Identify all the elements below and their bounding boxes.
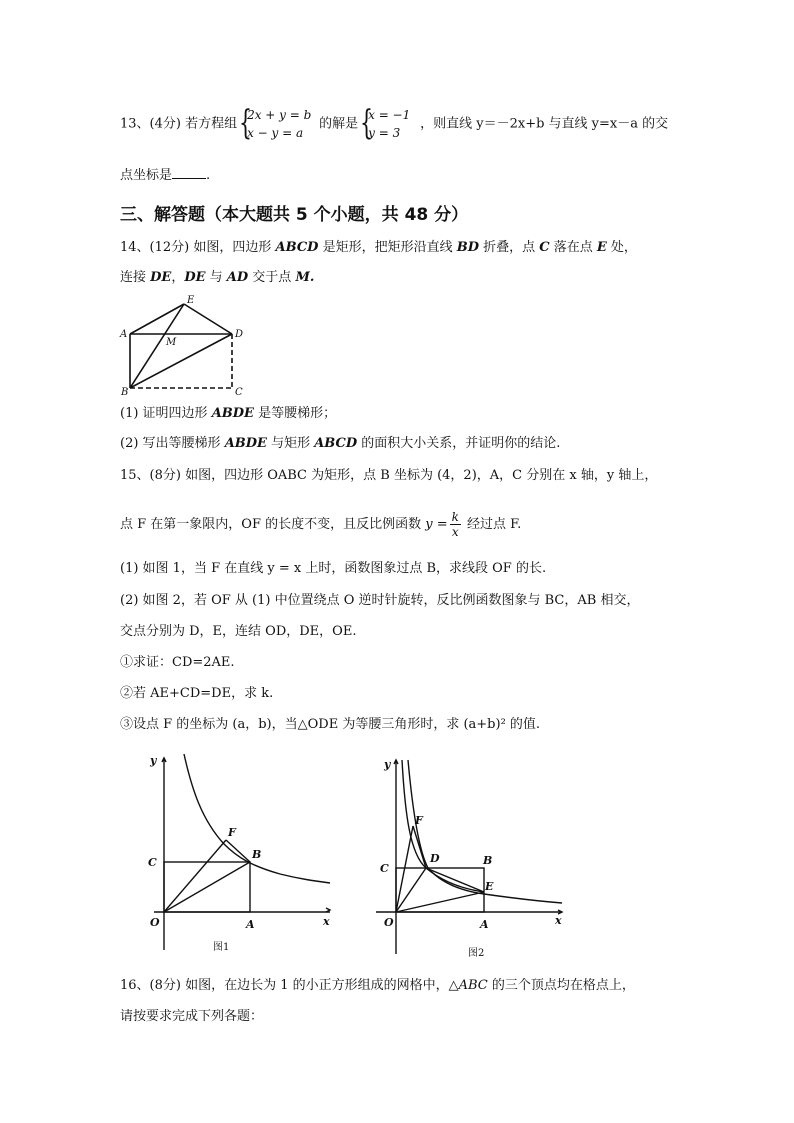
q15-figure-1 xyxy=(140,750,340,960)
label-C: C xyxy=(380,862,389,875)
q14-t12: ， xyxy=(171,270,185,285)
q13-prefix: 13、(4分) 若方程组 xyxy=(120,116,238,132)
q13-line2 xyxy=(120,166,210,185)
q14-t2: ABCD xyxy=(275,240,319,255)
q15-item1: ①求证：CD=2AE. xyxy=(120,655,235,670)
q15-line1: 15、(8分) 如图，四边形 OABC 为矩形，点 B 坐标为 (4，2)，A，C 分别在 x 轴，y 轴上， xyxy=(120,468,658,483)
q14-t5: 折叠，点 xyxy=(478,240,540,255)
label-F: F xyxy=(415,814,423,827)
q14-line2 xyxy=(120,269,314,287)
segment-ED xyxy=(184,304,232,334)
q15-sub1: (1) 如图 1，当 F 在直线 y = x 上时，函数图象过点 B，求线段 OF 的长. xyxy=(120,561,547,576)
q15-item2: ②若 AE+CD=DE，求 k. xyxy=(120,686,274,701)
q14-s2e: 的面积大小关系，并证明你的结论. xyxy=(357,436,561,451)
label-C: C xyxy=(148,856,157,869)
label-D: D xyxy=(430,852,440,865)
q14-line1 xyxy=(120,239,637,257)
label-A: A xyxy=(480,918,489,931)
q15-item3: ③设点 F 的坐标为 (a，b)，当△ODE 为等腰三角形时，求 (a+b)² 的值. xyxy=(120,717,541,732)
label-y: y xyxy=(384,758,391,771)
label-y: y xyxy=(150,754,157,767)
q14-t6: C xyxy=(539,240,550,255)
label-A: A xyxy=(120,329,128,340)
caption-fig2: 图2 xyxy=(468,948,485,959)
q14-t8: E xyxy=(596,240,607,255)
q14-t1: 14、(12分) 如图，四边形 xyxy=(120,240,276,255)
q14-t14: 与 xyxy=(205,270,227,285)
q14-s1b: ABDE xyxy=(211,406,254,421)
q14-s2c: 与矩形 xyxy=(266,436,315,451)
section-title: 三、解答题（本大题共 5 个小题，共 48 分） xyxy=(120,205,469,225)
q14-t15: AD xyxy=(226,270,249,285)
q14-t10: 连接 xyxy=(120,270,151,285)
label-x: x xyxy=(555,914,562,927)
q14-t16: 交于点 xyxy=(248,270,296,285)
fraction-k-over-x xyxy=(450,510,461,539)
segment-FB xyxy=(226,840,250,862)
segment-AE xyxy=(130,304,184,334)
label-O: O xyxy=(384,916,394,929)
segment-BD xyxy=(130,334,232,388)
segment-OB xyxy=(164,862,250,912)
q15-figure-2 xyxy=(372,754,572,964)
q14-figure xyxy=(118,294,248,398)
q15-l2a: 点 F 在第一象限内，OF 的长度不变，且反比例函数 xyxy=(120,517,426,532)
q13-sol2: y = 3 xyxy=(368,126,401,140)
q14-s2b: ABDE xyxy=(224,436,267,451)
label-C: C xyxy=(235,387,243,398)
label-O: O xyxy=(150,916,160,929)
label-x: x xyxy=(323,915,330,928)
segment-FD xyxy=(413,826,426,868)
label-B: B xyxy=(483,854,493,867)
label-E: E xyxy=(485,880,494,893)
q13-line2-text: 点坐标是 xyxy=(120,168,173,183)
q16-line2: 请按要求完成下列各题： xyxy=(120,1009,264,1024)
q14-sub1 xyxy=(120,405,336,423)
label-E: E xyxy=(187,295,195,306)
q14-t3: 是矩形，把矩形沿直线 xyxy=(318,240,457,255)
q14-s2d: ABCD xyxy=(314,436,358,451)
q13-suffix: ，则直线 y＝－2x+b 与直线 y=x－a 的交 xyxy=(420,116,669,132)
q14-s2a: (2) 写出等腰梯形 xyxy=(120,436,225,451)
caption-fig1: 图1 xyxy=(213,942,230,953)
q14-t17: M. xyxy=(295,270,315,285)
q13-line2-end: . xyxy=(206,168,211,183)
label-B: B xyxy=(252,848,262,861)
frac-num: k xyxy=(451,510,459,524)
q13-system-solution: { x = −1 y = 3 xyxy=(360,106,418,142)
q14-t4: BD xyxy=(456,240,479,255)
q13-eq2: x − y = a xyxy=(247,126,304,140)
q14-t13: DE xyxy=(184,270,206,285)
q15-l2b: 经过点 F. xyxy=(462,517,522,532)
label-M: M xyxy=(166,337,177,348)
q13-eq1: 2x + y = b xyxy=(247,108,312,122)
q13-sol1: x = −1 xyxy=(368,108,411,122)
q13-mid: 的解是 xyxy=(319,116,359,132)
label-F: F xyxy=(228,826,236,839)
q16-l1a: 16、(8分) 如图，在边长为 1 的小正方形组成的网格中， xyxy=(120,978,449,993)
q13-line1 xyxy=(120,103,669,143)
q16-tri: △ABC xyxy=(448,978,488,993)
q13-system-given: { 2x + y = b x − y = a xyxy=(239,106,317,142)
q14-sub2 xyxy=(120,435,560,453)
label-D: D xyxy=(235,329,244,340)
q16-l1b: 的三个顶点均在格点上， xyxy=(487,978,635,993)
segment-OE xyxy=(396,892,484,912)
label-A: A xyxy=(246,918,255,931)
q14-t11: DE xyxy=(150,270,172,285)
q15-line2 xyxy=(120,510,521,539)
q15-yeq: y = xyxy=(425,517,448,532)
q16-line1 xyxy=(120,977,635,995)
q15-sub2-line1: (2) 如图 2，若 OF 从 (1) 中位置绕点 O 逆时针旋转，反比例函数图象与 BC，AB 相交， xyxy=(120,593,640,608)
frac-den: x xyxy=(451,525,459,539)
segment-DE xyxy=(426,868,484,892)
q14-t7: 落在点 xyxy=(549,240,597,255)
q14-s1c: 是等腰梯形； xyxy=(253,406,337,421)
q14-t9: 处， xyxy=(606,240,637,255)
segment-OF xyxy=(164,840,226,912)
q15-sub2-line2: 交点分别为 D，E，连结 OD，DE，OE. xyxy=(120,624,357,639)
answer-blank xyxy=(172,166,206,179)
q14-s1a: (1) 证明四边形 xyxy=(120,406,212,421)
label-B: B xyxy=(121,387,129,398)
